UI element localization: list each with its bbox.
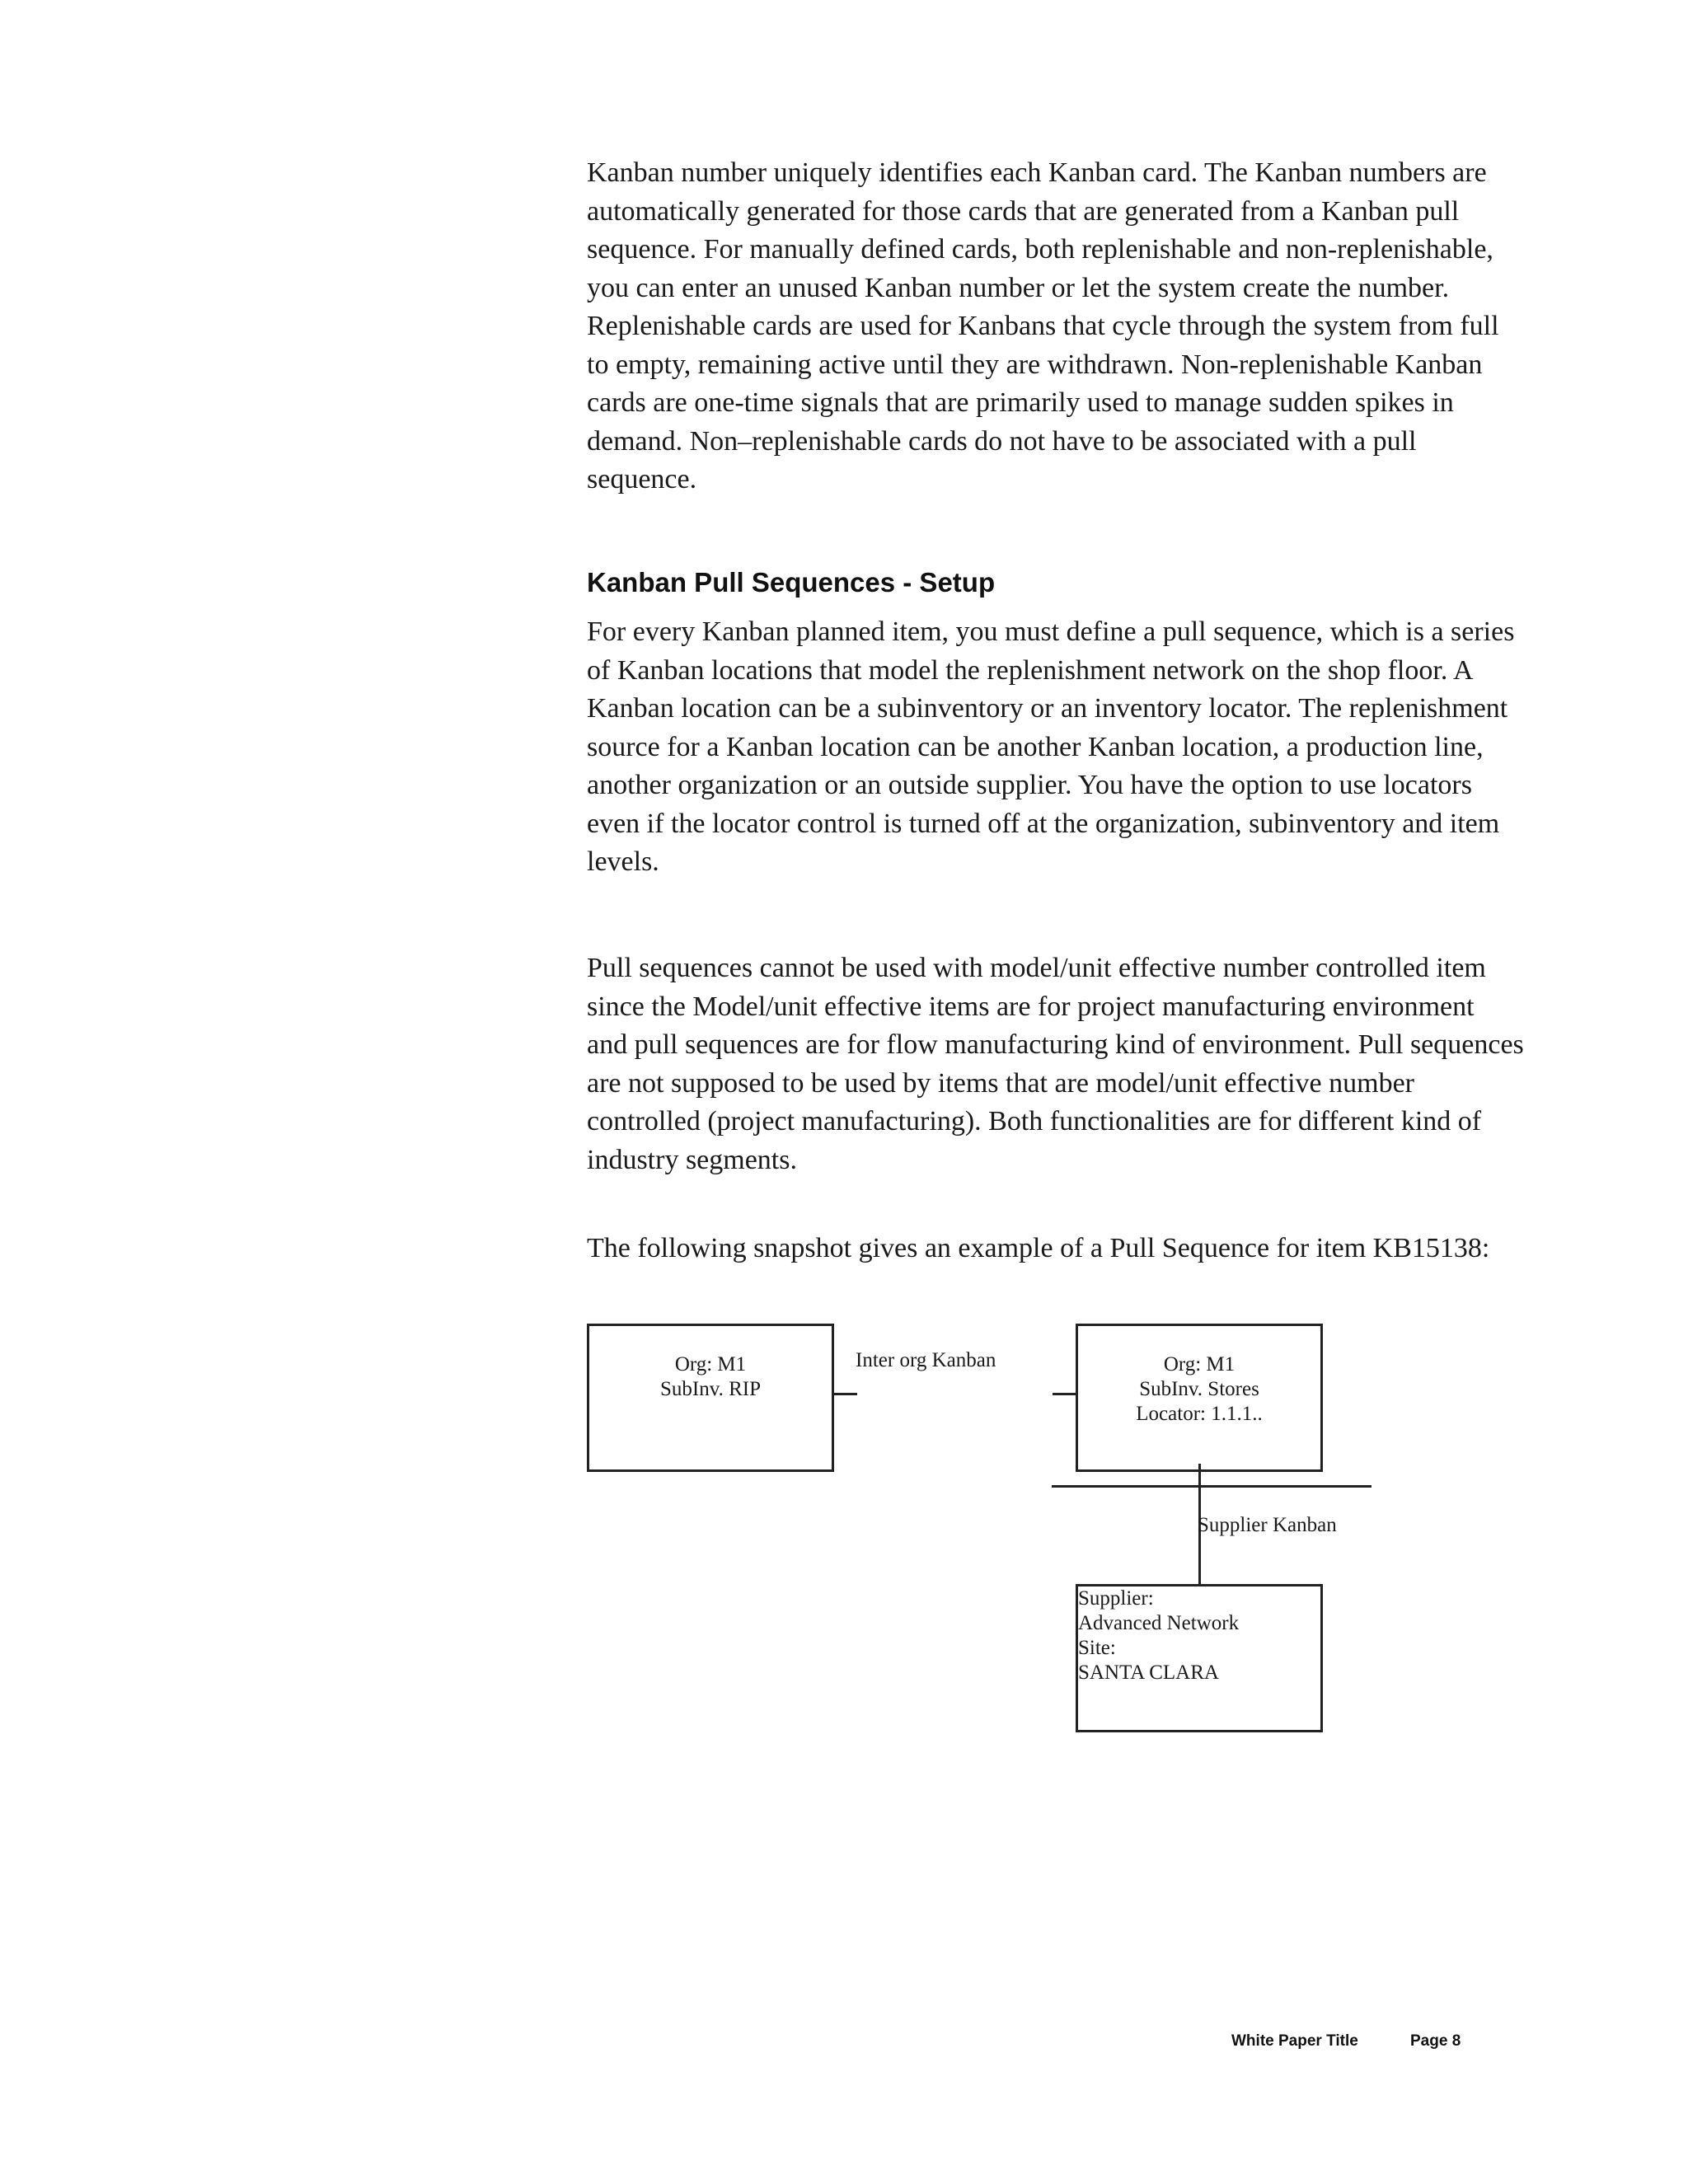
intro-paragraph: Kanban number uniquely identifies each Kanban card. The Kanban numbers are automatically generated for those cards that are generated from a Kanban pull sequence. For manually defined cards, both replenishable and non-replenishable, you can enter an unused Kanban number or let the system create the number. Replenishable cards are used for Kanbans that cycle through the system from full to empty, remaining active until they are withdrawn. Non-replenishable Kanban cards are one-time signals that are primarily used to manage sudden spikes in demand. Non–replenishable cards do not have to be associated with a pull sequence. <box>587 157 1499 494</box>
box-stores-subinv: SubInv. Stores <box>1139 1378 1259 1400</box>
connector-rip-stub <box>832 1393 857 1395</box>
box-subinv-rip <box>587 1324 834 1472</box>
pull-sequence-paragraph: For every Kanban planned item, you must define a pull sequence, which is a series of Kanban locations that model the replenishment network on the shop floor. A Kanban location can be a subinventory or an inventory locator. The replenishment source for a Kanban location can be another Kanban location, a production line, another organization or an outside supplier. You have the option to use locators even if the locator control is turned off at the organization, subinventory and item levels. <box>587 616 1515 877</box>
box-supplier-site-label: Site: <box>1078 1637 1116 1659</box>
section-heading: Kanban Pull Sequences - Setup <box>587 567 996 598</box>
box-supplier <box>1076 1584 1323 1732</box>
box-supplier-name: Advanced Network <box>1078 1612 1240 1634</box>
box-supplier-label: Supplier: <box>1078 1587 1154 1610</box>
connector-stores-stub <box>1053 1393 1077 1395</box>
footer-page-number: Page 8 <box>1410 2032 1461 2050</box>
model-unit-paragraph: Pull sequences cannot be used with model/unit effective number controlled item since the Model/unit effective items are for project manufacturing environment and pull sequences are for flow manufacturing kind of environment. Pull sequences are not supposed to be used by items that are model/unit effective number controlled (project manufacturing). Both functionalities are for different kind of industry segments. <box>587 953 1524 1175</box>
box-stores-locator: Locator: 1.1.1.. <box>1136 1403 1263 1425</box>
box-rip-subinv: SubInv. RIP <box>659 1378 761 1400</box>
box-supplier-site-name: SANTA CLARA <box>1078 1661 1219 1684</box>
box-rip-org: Org: M1 <box>674 1353 747 1376</box>
box-stores-org: Org: M1 <box>1163 1353 1236 1376</box>
snapshot-intro-paragraph: The following snapshot gives an example of a Pull Sequence for item KB15138: <box>587 1233 1490 1263</box>
box-subinv-stores <box>1076 1324 1323 1472</box>
inter-org-kanban-label: Inter org Kanban <box>856 1349 996 1371</box>
supplier-kanban-label: Supplier Kanban <box>1198 1514 1337 1536</box>
footer-title: White Paper Title <box>1231 2032 1358 2050</box>
horizontal-divider-line <box>1052 1485 1372 1488</box>
